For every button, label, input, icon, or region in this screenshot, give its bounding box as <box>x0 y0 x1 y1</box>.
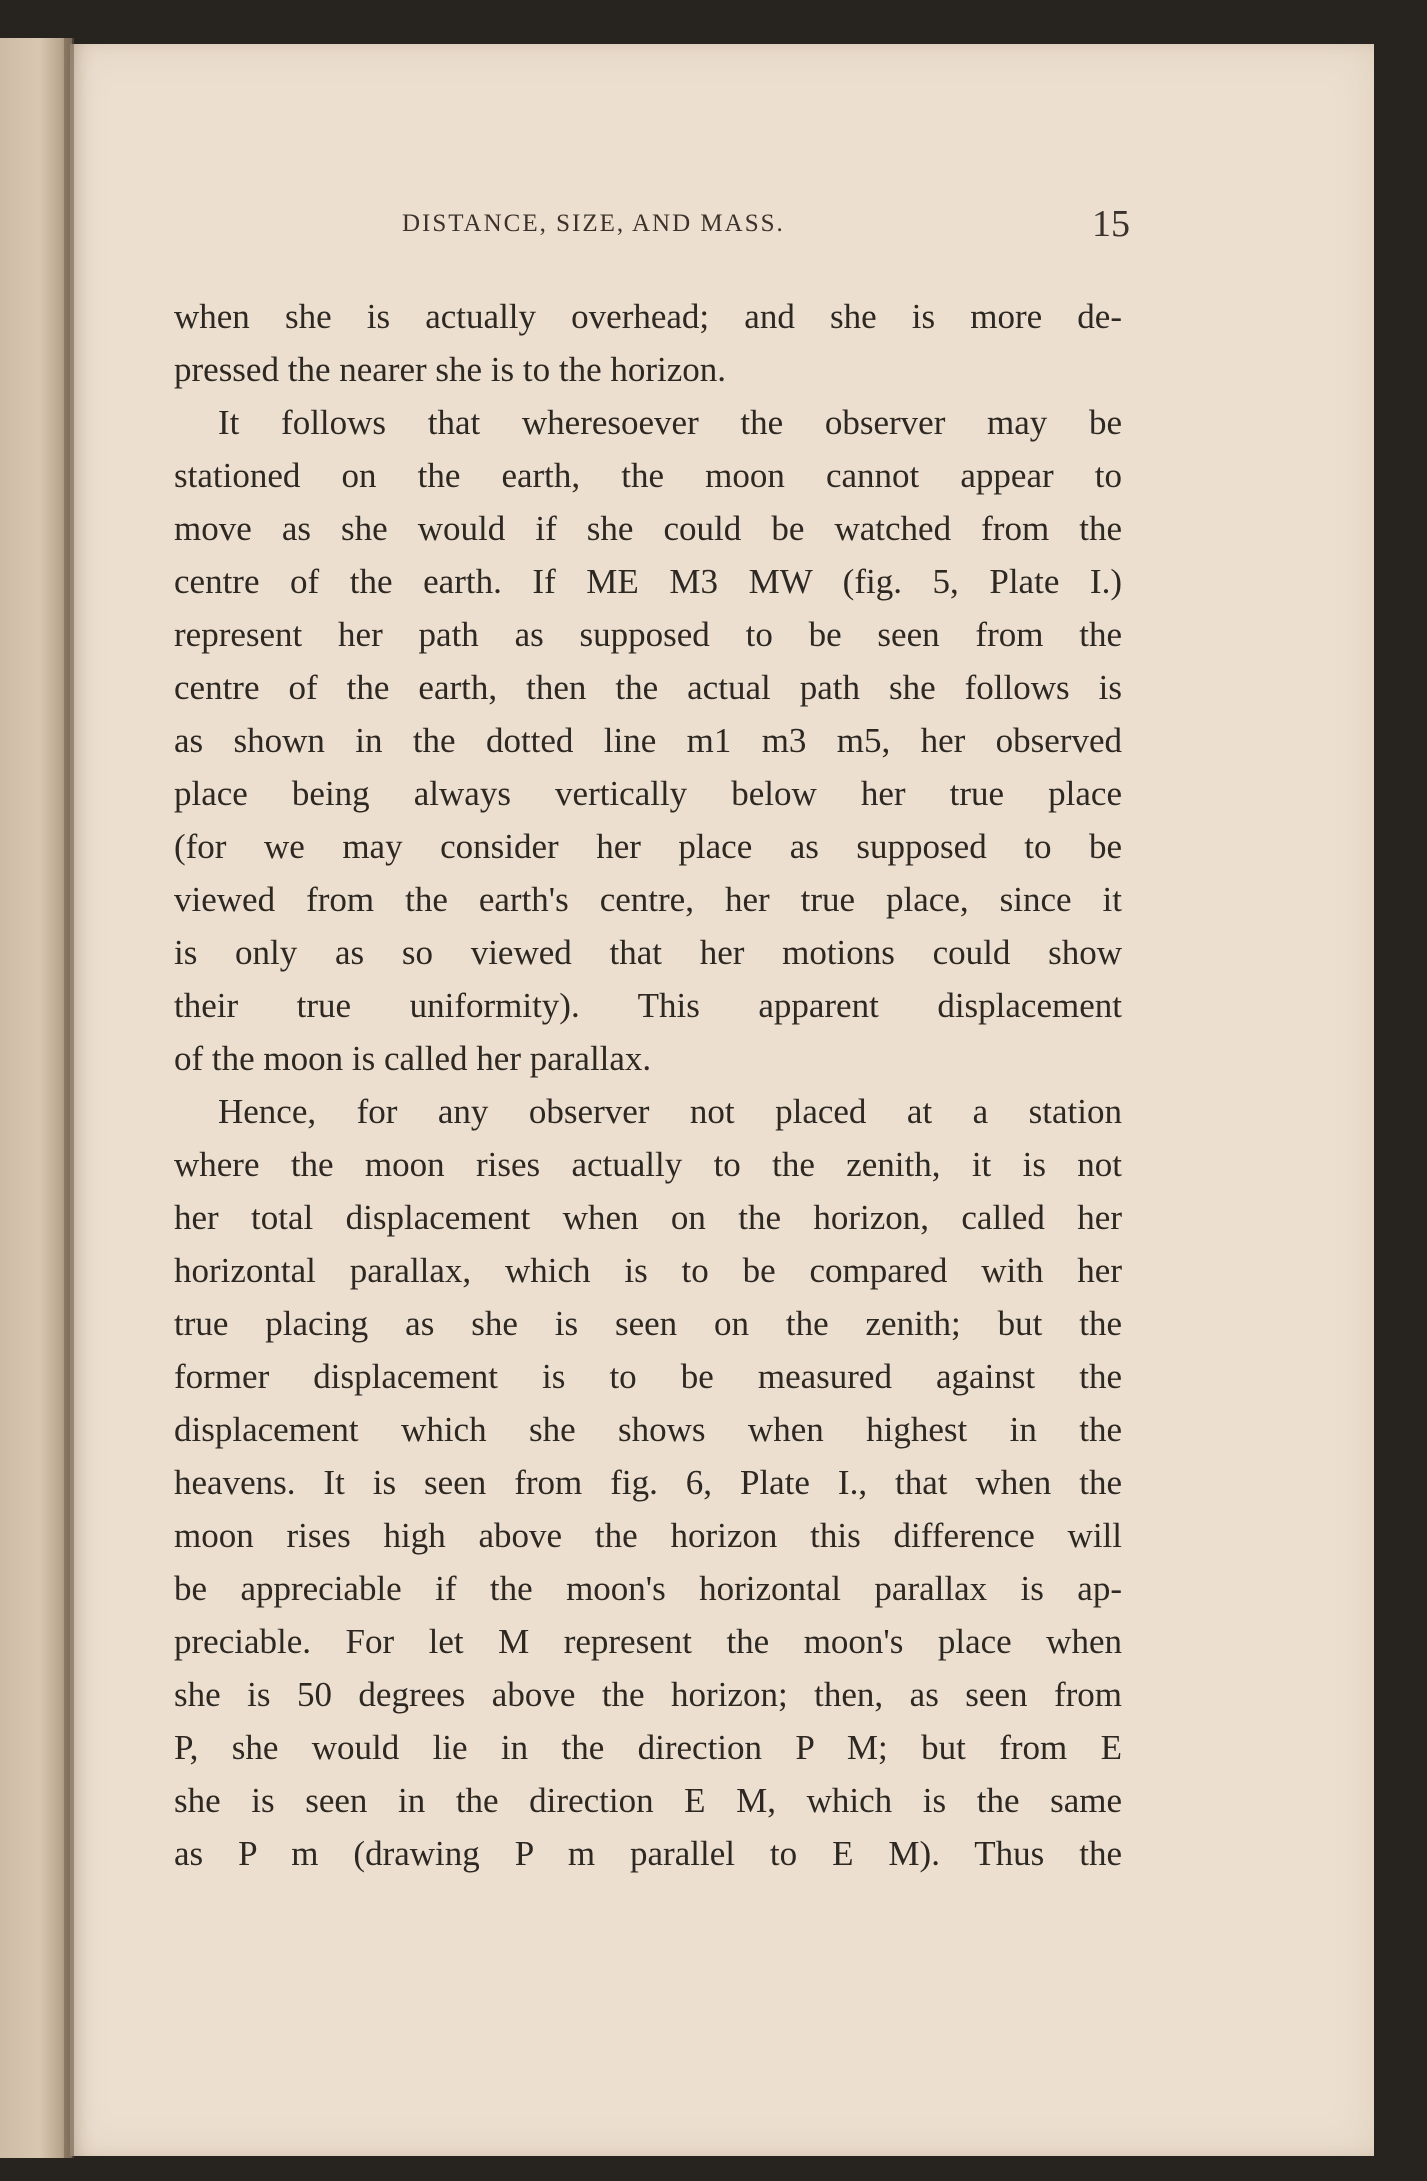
page-gutter <box>64 38 74 2158</box>
text-line: is only as so viewed that her motions could show <box>174 933 1122 972</box>
text-line: viewed from the earth's centre, her true place, since it <box>174 880 1122 919</box>
text-line: moon rises high above the horizon this difference will <box>174 1516 1122 1555</box>
text-line: as P m (drawing P m parallel to E M). Thus the <box>174 1834 1122 1873</box>
text-line: centre of the earth. If ME M3 MW (fig. 5, Plate I.) <box>174 562 1122 601</box>
text-line: P, she would lie in the direction P M; but from E <box>174 1728 1122 1767</box>
text-line: she is seen in the direction E M, which is the same <box>174 1781 1122 1820</box>
text-line: be appreciable if the moon's horizontal parallax is ap- <box>174 1569 1122 1608</box>
page-number: 15 <box>1092 203 1130 245</box>
text-line: move as she would if she could be watched from the <box>174 509 1122 548</box>
running-head-title: DISTANCE, SIZE, AND MASS. <box>402 210 785 237</box>
running-head <box>0 203 1427 250</box>
text-line: when she is actually overhead; and she is more de- <box>174 297 1122 336</box>
text-line: It follows that wheresoever the observer may be <box>218 403 1122 442</box>
text-line: pressed the nearer she is to the horizon. <box>174 350 727 389</box>
text-line: as shown in the dotted line m1 m3 m5, her observed <box>174 721 1122 760</box>
text-line: stationed on the earth, the moon cannot appear to <box>174 456 1122 495</box>
text-line: preciable. For let M represent the moon's place when <box>174 1622 1122 1661</box>
text-line: she is 50 degrees above the horizon; then, as seen from <box>174 1675 1122 1714</box>
text-line: her total displacement when on the horizon, called her <box>174 1198 1122 1237</box>
text-line: Hence, for any observer not placed at a station <box>218 1092 1122 1131</box>
facing-page-edge <box>0 38 72 2158</box>
body-text <box>174 290 1122 1880</box>
text-line: where the moon rises actually to the zenith, it is not <box>174 1145 1122 1184</box>
text-line: true placing as she is seen on the zenith; but the <box>174 1304 1122 1343</box>
text-line: their true uniformity). This apparent displacement <box>174 986 1122 1025</box>
text-line: former displacement is to be measured against the <box>174 1357 1122 1396</box>
text-line: heavens. It is seen from fig. 6, Plate I., that when the <box>174 1463 1122 1502</box>
text-line: displacement which she shows when highest in the <box>174 1410 1122 1449</box>
text-line: (for we may consider her place as supposed to be <box>174 827 1122 866</box>
text-line: represent her path as supposed to be seen from the <box>174 615 1122 654</box>
text-line: centre of the earth, then the actual path she follows is <box>174 668 1122 707</box>
text-line: place being always vertically below her true place <box>174 774 1122 813</box>
text-line: of the moon is called her parallax. <box>174 1039 652 1078</box>
text-line: horizontal parallax, which is to be compared with her <box>174 1251 1122 1290</box>
